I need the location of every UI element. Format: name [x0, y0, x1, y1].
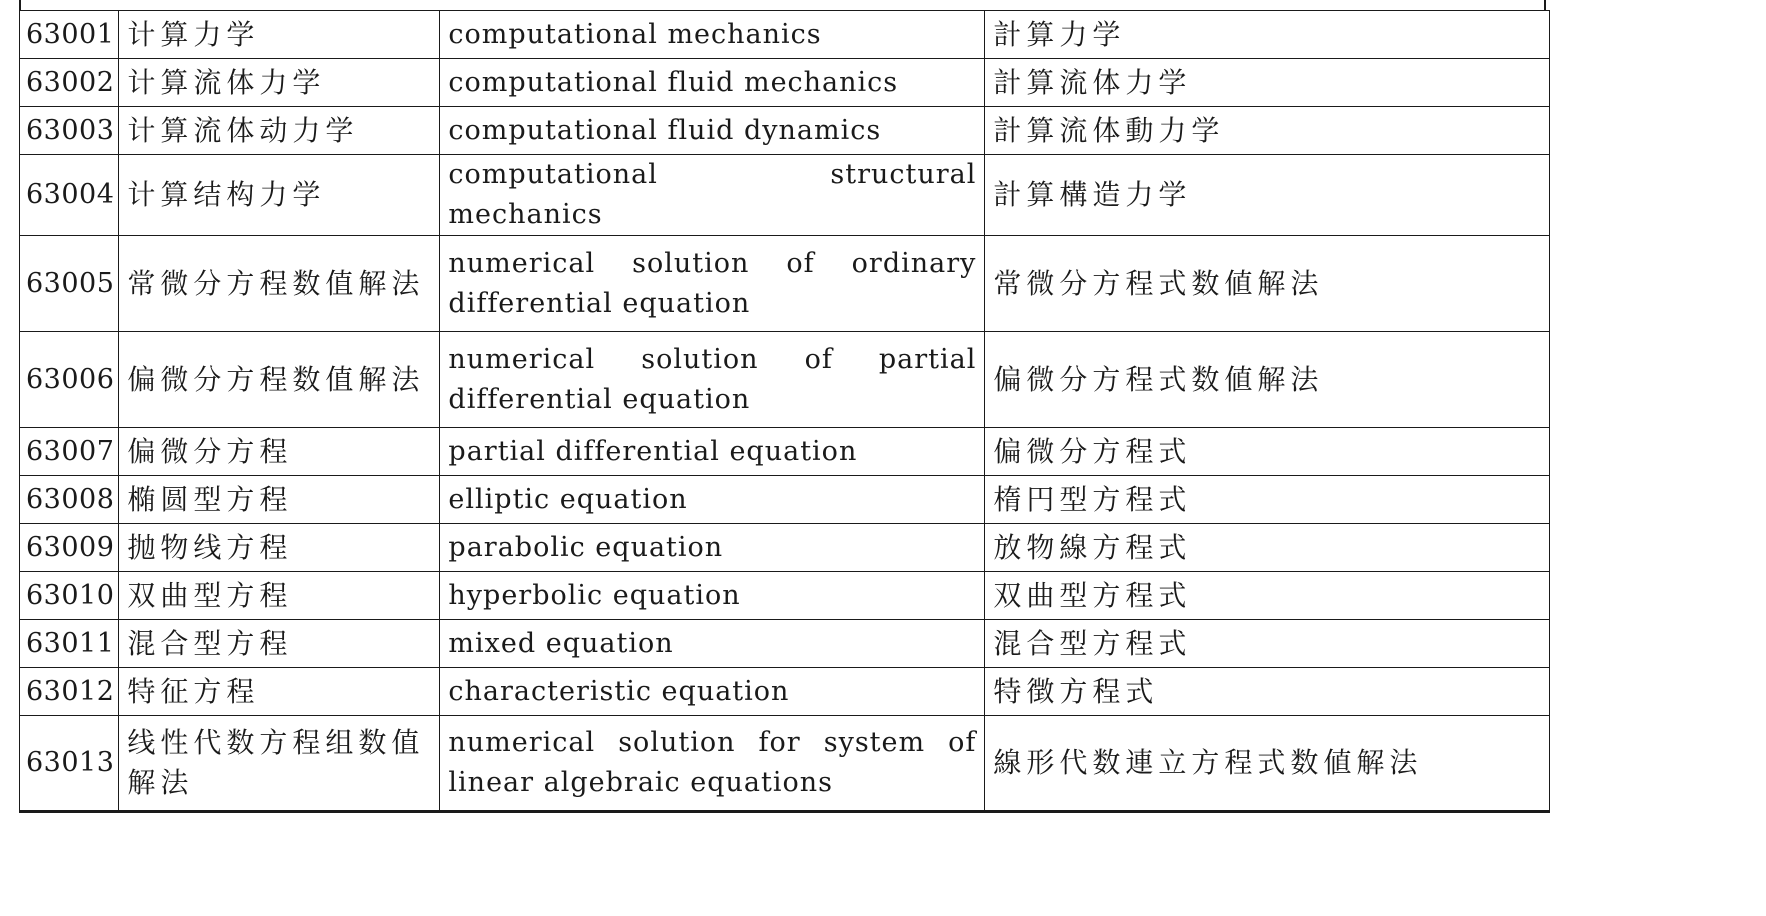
term-japanese: 偏微分方程式: [985, 428, 1550, 476]
term-english: characteristic equation: [440, 668, 985, 716]
term-japanese: 計算流体力学: [985, 59, 1550, 107]
term-code: 63007: [20, 428, 119, 476]
term-code: 63002: [20, 59, 119, 107]
term-code: 63003: [20, 107, 119, 155]
table-row: [20, 524, 1550, 572]
term-english: partial differential equation: [440, 428, 985, 476]
term-english: numerical solution of partial differential equation: [440, 332, 985, 428]
term-japanese: 双曲型方程式: [985, 572, 1550, 620]
term-code: 63009: [20, 524, 119, 572]
term-code: 63001: [20, 11, 119, 59]
term-chinese: 偏微分方程数值解法: [119, 332, 440, 428]
term-japanese: 混合型方程式: [985, 620, 1550, 668]
term-chinese: 偏微分方程: [119, 428, 440, 476]
table-row: [20, 59, 1550, 107]
table-row: [20, 476, 1550, 524]
term-japanese: 常微分方程式数値解法: [985, 236, 1550, 332]
term-english: elliptic equation: [440, 476, 985, 524]
term-english: computational fluid dynamics: [440, 107, 985, 155]
term-chinese: 计算流体力学: [119, 59, 440, 107]
term-english: computational fluid mechanics: [440, 59, 985, 107]
term-english: computational structural mechanics: [440, 155, 985, 236]
term-code: 63008: [20, 476, 119, 524]
term-japanese: 線形代数連立方程式数値解法: [985, 716, 1550, 812]
term-japanese: 特徴方程式: [985, 668, 1550, 716]
table-row: [20, 716, 1550, 812]
table-row: [20, 620, 1550, 668]
table-row: [20, 107, 1550, 155]
term-chinese: 抛物线方程: [119, 524, 440, 572]
term-code: 63011: [20, 620, 119, 668]
table-top-edge: [19, 0, 1546, 10]
table-row: [20, 236, 1550, 332]
term-japanese: 楕円型方程式: [985, 476, 1550, 524]
term-english: mixed equation: [440, 620, 985, 668]
table-row: [20, 155, 1550, 236]
table-row: [20, 11, 1550, 59]
table-row: [20, 428, 1550, 476]
term-japanese: 放物線方程式: [985, 524, 1550, 572]
term-english: numerical solution for system of linear algebraic equations: [440, 716, 985, 812]
term-code: 63005: [20, 236, 119, 332]
table-row: [20, 668, 1550, 716]
term-japanese: 計算力学: [985, 11, 1550, 59]
term-japanese: 計算流体動力学: [985, 107, 1550, 155]
term-chinese: 计算力学: [119, 11, 440, 59]
table-row: [20, 572, 1550, 620]
term-code: 63013: [20, 716, 119, 812]
term-chinese: 特征方程: [119, 668, 440, 716]
term-code: 63010: [20, 572, 119, 620]
term-english: hyperbolic equation: [440, 572, 985, 620]
term-english: numerical solution of ordinary differential equation: [440, 236, 985, 332]
table-row: [20, 332, 1550, 428]
term-english: parabolic equation: [440, 524, 985, 572]
term-chinese: 双曲型方程: [119, 572, 440, 620]
terminology-table: [19, 10, 1550, 813]
term-chinese: 计算流体动力学: [119, 107, 440, 155]
term-code: 63012: [20, 668, 119, 716]
term-japanese: 偏微分方程式数値解法: [985, 332, 1550, 428]
term-chinese: 线性代数方程组数值解法: [119, 716, 440, 812]
term-english: computational mechanics: [440, 11, 985, 59]
term-chinese: 常微分方程数值解法: [119, 236, 440, 332]
term-code: 63006: [20, 332, 119, 428]
term-chinese: 计算结构力学: [119, 155, 440, 236]
term-chinese: 椭圆型方程: [119, 476, 440, 524]
term-japanese: 計算構造力学: [985, 155, 1550, 236]
term-code: 63004: [20, 155, 119, 236]
term-chinese: 混合型方程: [119, 620, 440, 668]
